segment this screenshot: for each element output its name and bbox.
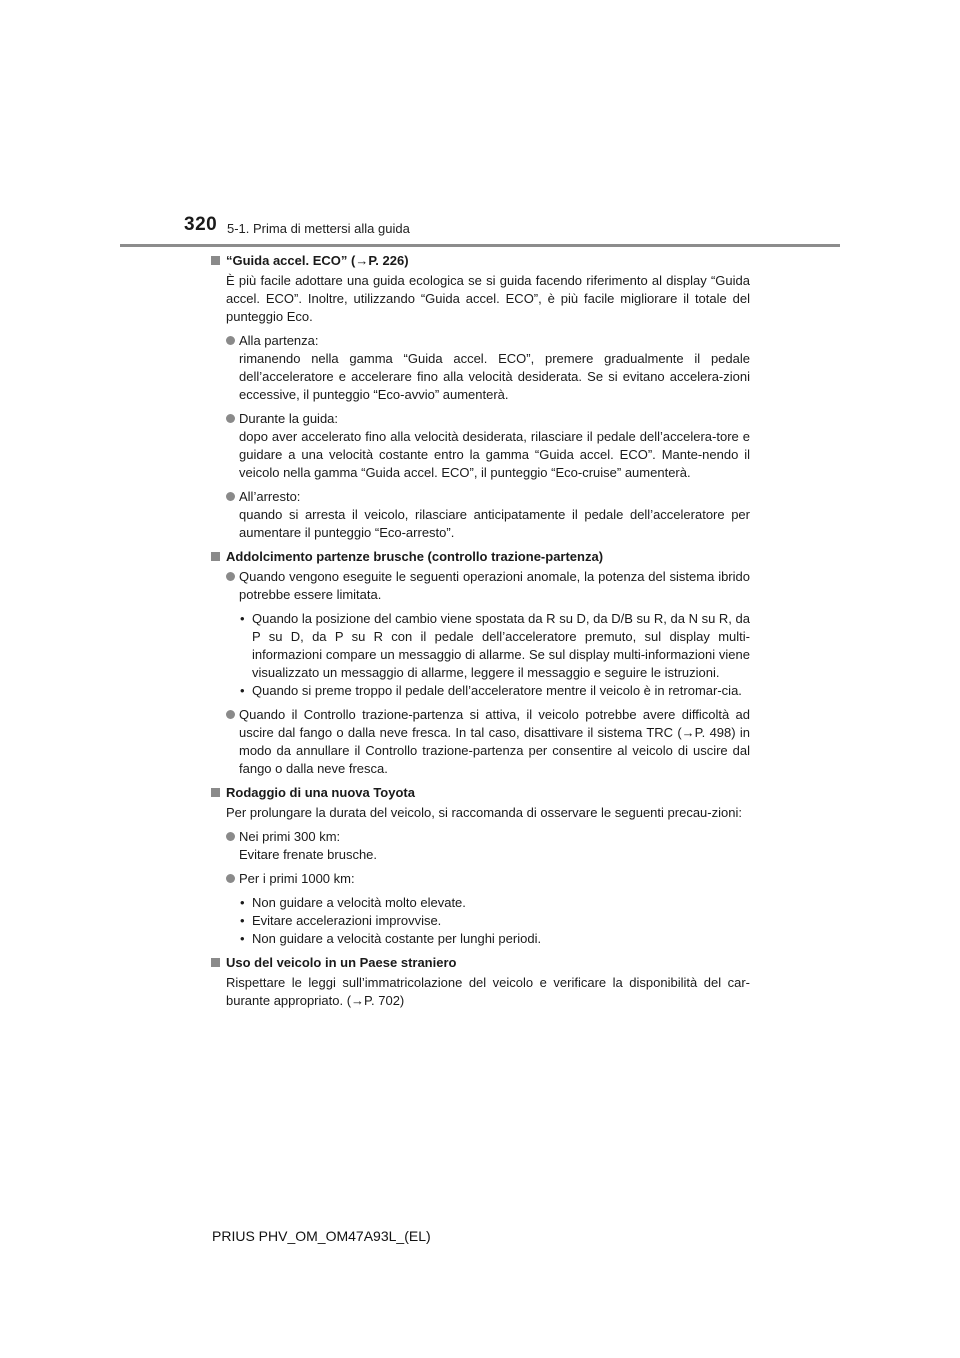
list-item (210, 706, 750, 778)
section-heading-text: “Guida accel. ECO” (→P. 226) (226, 253, 409, 268)
page-content (210, 252, 750, 1016)
list-item-text: Evitare frenate brusche. (239, 847, 378, 862)
list-item (210, 568, 750, 604)
sub-list-item-text: Non guidare a velocità costante per lunghi periodi. (252, 931, 542, 946)
paragraph: Rispettare le leggi sull’immatricolazione del veicolo e verificare la disponibilità del car-burante appropriato. (→P. 702) (226, 975, 750, 1008)
sub-list-item-text: Quando si preme troppo il pedale dell’acceleratore mentre il veicolo è in retromar-cia. (252, 683, 742, 698)
section (210, 784, 750, 948)
section-heading (210, 784, 750, 802)
circle-bullet-icon (226, 572, 235, 581)
dot-bullet-icon: • (240, 931, 245, 946)
sub-list-item (210, 894, 750, 912)
list-item-title: All’arresto: (239, 489, 301, 504)
circle-bullet-icon (226, 414, 235, 423)
list-item (210, 828, 750, 864)
square-bullet-icon (211, 788, 220, 797)
section-heading-text: Addolcimento partenze brusche (controllo trazione-partenza) (226, 549, 604, 564)
sub-list-item (210, 930, 750, 948)
list-item-title: Alla partenza: (239, 333, 319, 348)
list-item-text: Quando vengono eseguite le seguenti operazioni anomale, la potenza del sistema ibrido potrebbe essere limitata. (239, 569, 750, 602)
paragraph: È più facile adottare una guida ecologica se si guida facendo riferimento al display “Guida accel. ECO”. Inoltre, utilizzando “Guida accel. ECO”, è più facile migliorare il totale del punteggio Eco. (226, 273, 750, 324)
section (210, 252, 750, 542)
circle-bullet-icon (226, 336, 235, 345)
section (210, 548, 750, 778)
sub-list (210, 610, 750, 700)
list-item-text: quando si arresta il veicolo, rilasciare anticipatamente il pedale dell’acceleratore per aumentare il punteggio “Eco-arresto”. (239, 507, 750, 540)
section (210, 954, 750, 1010)
section-title: 5-1. Prima di mettersi alla guida (227, 221, 410, 236)
circle-bullet-icon (226, 492, 235, 501)
page-number: 320 (184, 214, 218, 235)
sub-list-item-text: Quando la posizione del cambio viene spostata da R su D, da D/B su R, da N su R, da P su D, da P su R con il pedale dell’acceleratore premuto, sul display multi-informazioni compare un messaggio di allarme. Se sul display multi-informazioni viene visualizzato un messaggio di allarme, leggere il messaggio e seguire le istruzioni. (252, 611, 750, 680)
square-bullet-icon (211, 958, 220, 967)
list-item (210, 332, 750, 404)
section-heading (210, 252, 750, 270)
circle-bullet-icon (226, 874, 235, 883)
sub-list-item (210, 682, 750, 700)
dot-bullet-icon: • (240, 895, 245, 910)
list-item-text: dopo aver accelerato fino alla velocità desiderata, rilasciare il pedale dell’accelera-tore e guidare a una velocità costante entro la gamma “Guida accel. ECO”. Mante-nendo il veicolo nella gamma “Guida accel. ECO”, il punteggio “Eco-cruise” aumenterà. (239, 429, 750, 480)
section-heading-text: Uso del veicolo in un Paese straniero (226, 955, 457, 970)
circle-bullet-icon (226, 710, 235, 719)
dot-bullet-icon: • (240, 913, 245, 928)
list-item (210, 488, 750, 542)
list-item-title: Durante la guida: (239, 411, 339, 426)
document-code: PRIUS PHV_OM_OM47A93L_(EL) (212, 1228, 431, 1244)
list-item (210, 870, 750, 888)
list-item-text: Quando il Controllo trazione-partenza si attiva, il veicolo potrebbe avere difficoltà ad uscire dal fango o dalla neve fresca. In tal caso, disattivare il sistema TRC (→P. 498) in modo da annullare il Controllo trazione-partenza per consentire al veicolo di uscire dal fango o dalla neve fresca. (239, 707, 750, 776)
sub-list-item (210, 912, 750, 930)
sub-list-item (210, 610, 750, 682)
list-item-text: rimanendo nella gamma “Guida accel. ECO”, premere gradualmente il pedale dell’acceleratore e accelerare fino alla velocità desiderata. Se si evitano accelera-zioni eccessive, il punteggio “Eco-avvio” aumenterà. (239, 351, 750, 402)
list-item-title: Per i primi 1000 km: (239, 871, 355, 886)
list-item-title: Nei primi 300 km: (239, 829, 341, 844)
section-heading-text: Rodaggio di una nuova Toyota (226, 785, 415, 800)
list-item (210, 410, 750, 482)
dot-bullet-icon: • (240, 683, 245, 698)
section-heading (210, 954, 750, 972)
section-heading (210, 548, 750, 566)
sub-list-item-text: Non guidare a velocità molto elevate. (252, 895, 466, 910)
square-bullet-icon (211, 552, 220, 561)
paragraph: Per prolungare la durata del veicolo, si raccomanda di osservare le seguenti precau-zioni: (226, 805, 742, 820)
sub-list-item-text: Evitare accelerazioni improvvise. (252, 913, 442, 928)
square-bullet-icon (211, 256, 220, 265)
header-rule (120, 244, 840, 247)
circle-bullet-icon (226, 832, 235, 841)
sub-list (210, 894, 750, 948)
dot-bullet-icon: • (240, 611, 245, 626)
